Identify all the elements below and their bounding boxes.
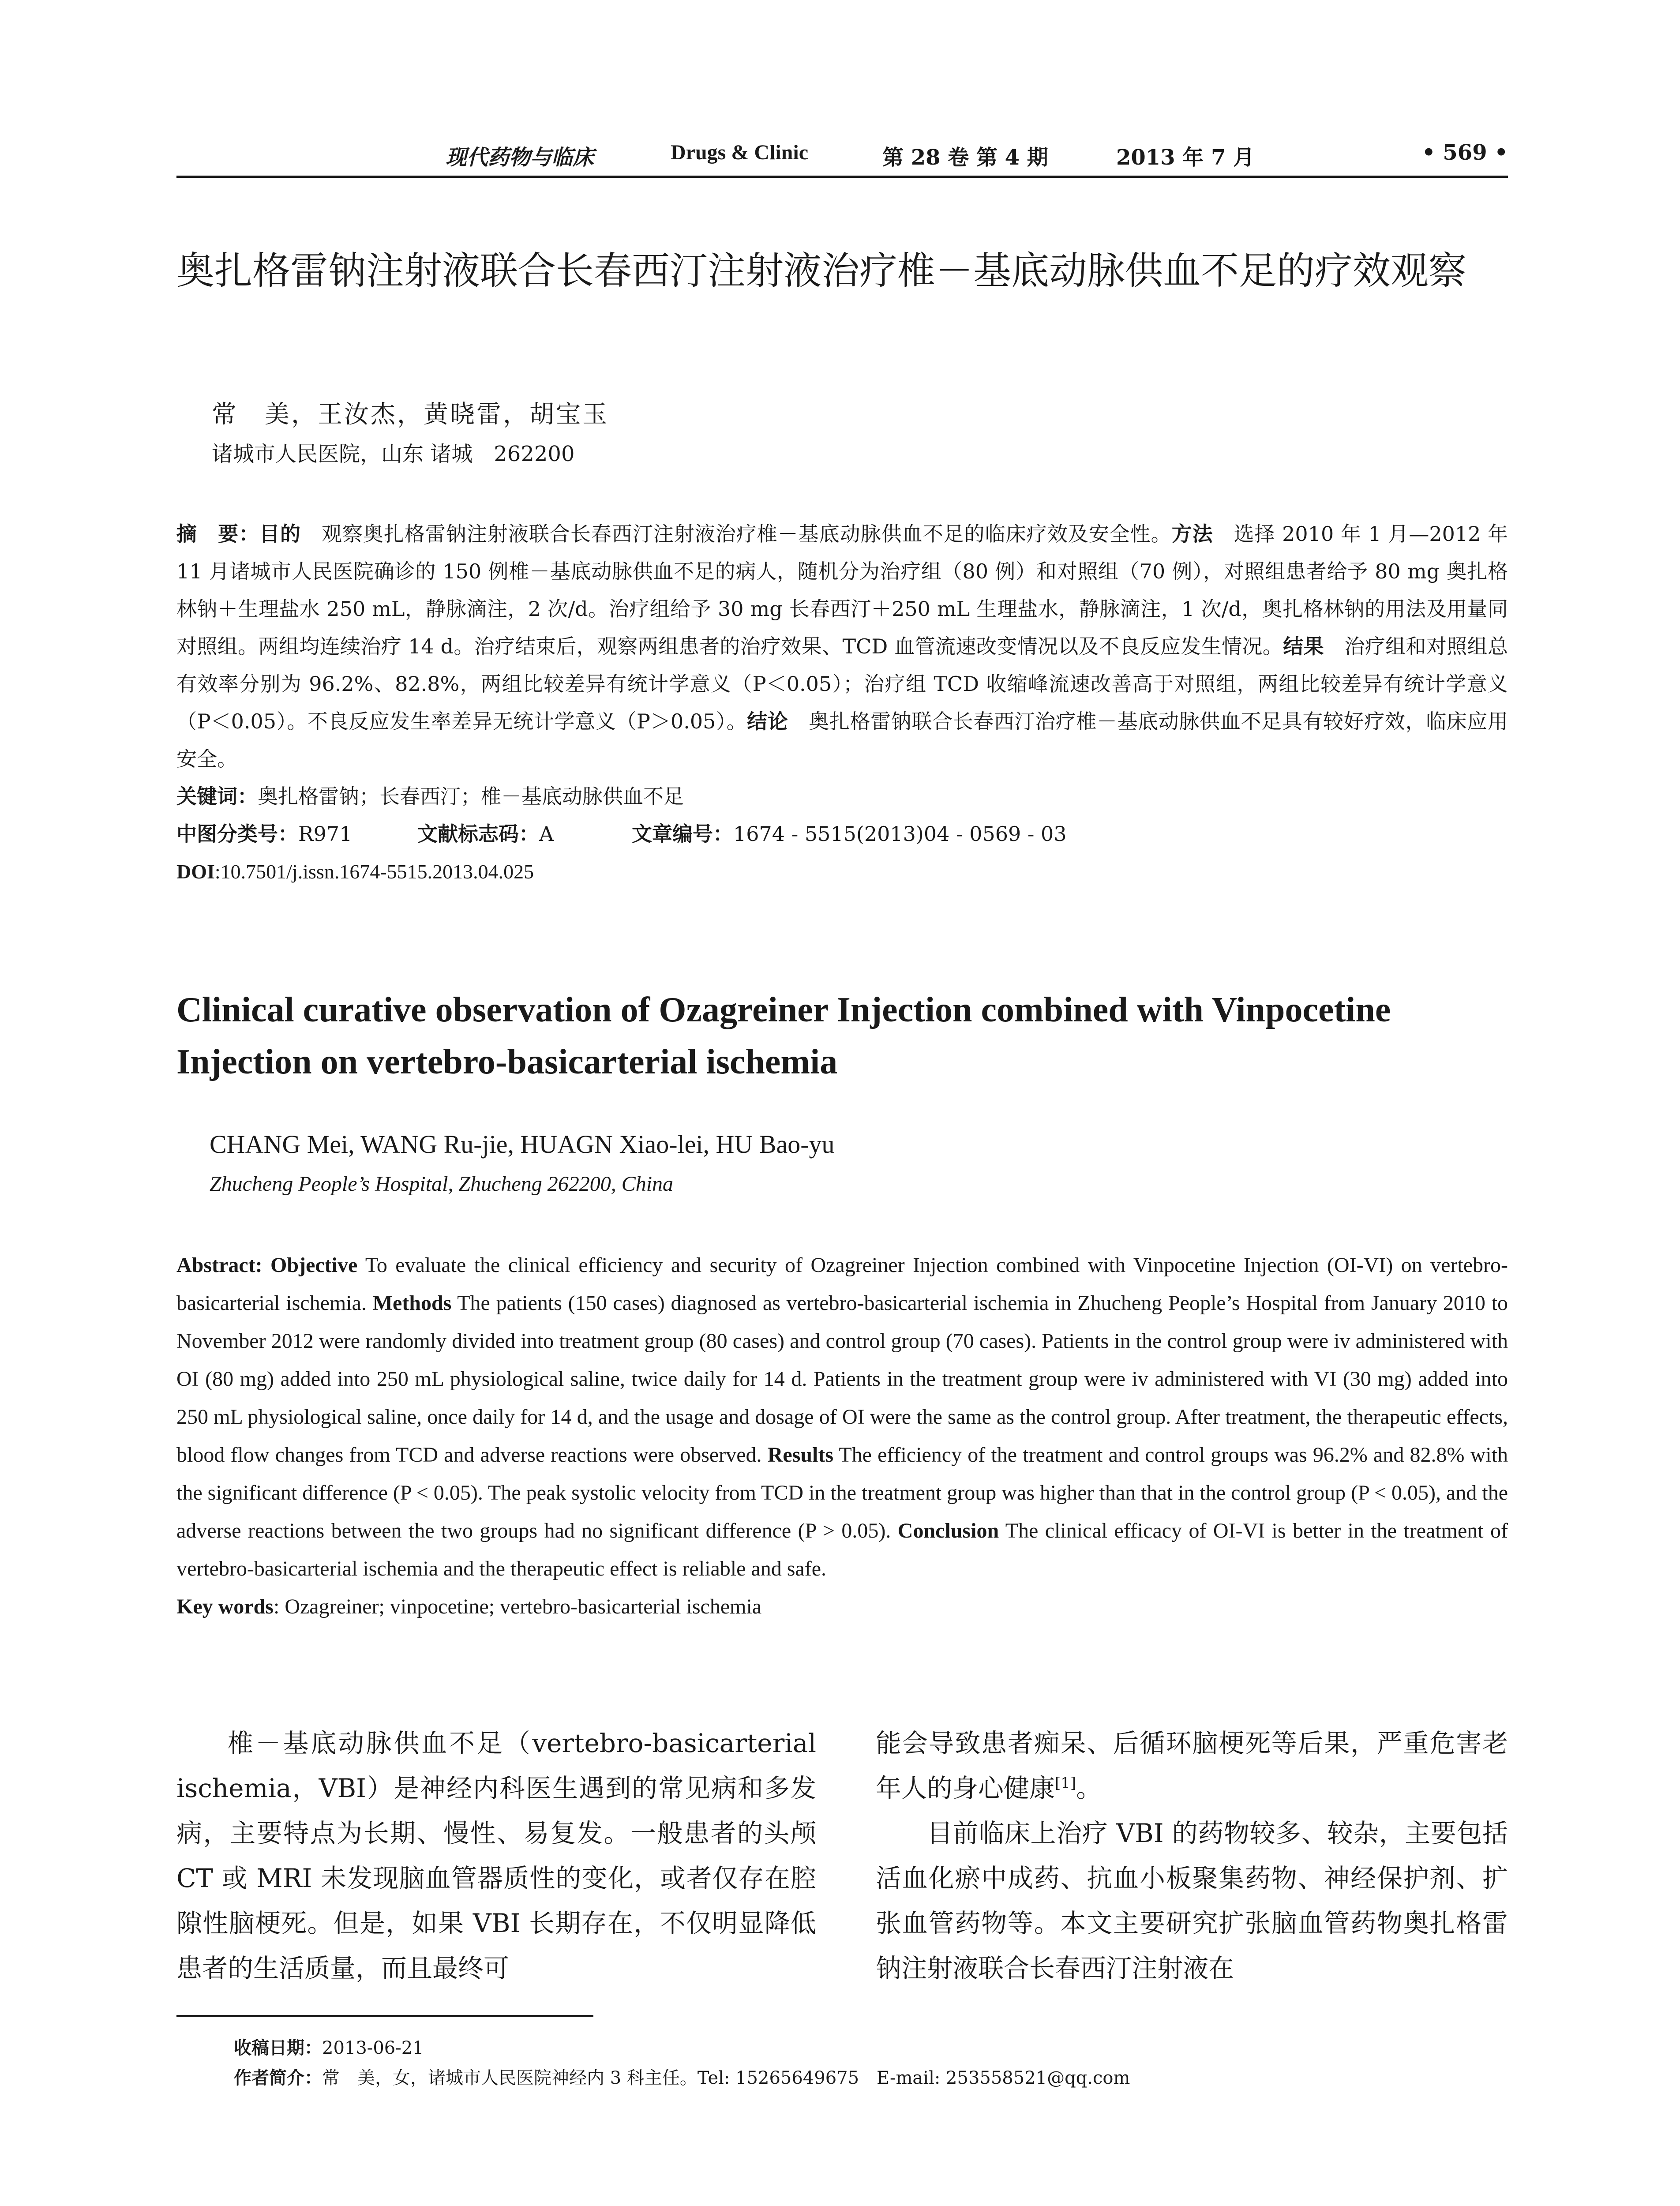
doc-code-label: 文献标志码： — [417, 822, 539, 846]
title-en: Clinical curative observation of Ozagreiner Injection combined with Vinpocetine Injection on vertebro-basicarterial ischemia — [176, 990, 1391, 1081]
keywords-cn-text: 奥扎格雷钠；长春西汀；椎－基底动脉供血不足 — [258, 784, 684, 808]
header-volume-issue: 第 28 卷 第 4 期 — [882, 145, 1048, 170]
body-column-left — [176, 1721, 816, 1991]
conclusion-label-en: Conclusion — [897, 1519, 999, 1542]
keywords-en-label: Key words — [176, 1595, 274, 1618]
title-cn: 奥扎格雷钠注射液联合长春西汀注射液治疗椎－基底动脉供血不足的疗效观察 — [176, 249, 1466, 293]
footnote-rule — [176, 2015, 593, 2017]
objective-label-cn: 目的 — [259, 522, 301, 546]
article-number-label: 文章编号： — [632, 822, 733, 846]
methods-label-cn: 方法 — [1171, 522, 1213, 546]
abstract-cn-label: 摘 要： — [176, 522, 259, 546]
header-date: 2013 年 7 月 — [1116, 145, 1255, 170]
abstract-en — [176, 1246, 1508, 1626]
citation-ref[interactable]: [1] — [1055, 1774, 1076, 1792]
objective-text-cn: 观察奥扎格雷钠注射液联合长春西汀注射液治疗椎－基底动脉供血不足的临床疗效及安全性。 — [300, 522, 1172, 546]
results-label-en: Results — [767, 1443, 834, 1467]
doc-code-value: A — [539, 822, 554, 846]
header-page-number: • 569 • — [1422, 140, 1508, 165]
affiliation-en: Zhucheng People’s Hospital, Zhucheng 262200, China — [210, 1172, 674, 1196]
abstract-en-label: Abstract: Objective — [176, 1253, 358, 1277]
objective-text-en: To evaluate the clinical efficiency and security of Ozagreiner Injection combined with Vinpocetine Injection (OI-VI) on vertebro-basicarterial ischemia. — [176, 1253, 1508, 1315]
results-text-cn: 治疗组和对照组总有效率分别为 96.2%、82.8%，两组比较差异有统计学意义（P＜0.05）；治疗组 TCD 收缩峰流速改善高于对照组，两组比较差异有统计学意义（P＜0.05）。不良反应发生率差异无统计学意义（P＞0.05）。 — [176, 634, 1508, 733]
body-paragraph-continued — [876, 1721, 1508, 1811]
conclusion-text-cn: 奥扎格雷钠联合长春西汀治疗椎－基底动脉供血不足具有较好疗效，临床应用安全。 — [176, 709, 1508, 771]
keywords-en — [176, 1588, 1508, 1626]
received-date: 2013-06-21 — [322, 2038, 424, 2058]
results-label-cn: 结果 — [1283, 634, 1324, 658]
footnote-author — [234, 2064, 1130, 2089]
keywords-en-text: : Ozagreiner; vinpocetine; vertebro-basicarterial ischemia — [273, 1595, 762, 1618]
author-info-label: 作者简介： — [234, 2068, 322, 2088]
methods-text-cn: 选择 2010 年 1 月—2012 年 11 月诸城市人民医院确诊的 150 例椎－基底动脉供血不足的病人，随机分为治疗组（80 例）和对照组（70 例），对照组患者给予 80 mg 奥扎格林钠＋生理盐水 250 mL，静脉滴注，2 次/d。治疗组给予 30 mg 长春西汀＋250 mL 生理盐水，静脉滴注，1 次/d，奥扎格林钠的用法及用量同对照组。两组均连续治疗 14 d。治疗结束后，观察两组患者的治疗效果、TCD 血管流速改变情况以及不良反应发生情况。 — [176, 522, 1508, 658]
author-info: 常 美，女，诸城市人民医院神经内 3 科主任。Tel: 15265649675 E-mail: 253558521@qq.com — [322, 2068, 1130, 2088]
abstract-cn — [176, 515, 1508, 890]
body-text-end: 。 — [1076, 1773, 1102, 1803]
footnote-received — [234, 2034, 424, 2059]
header-rule — [176, 176, 1508, 178]
affiliation-cn: 诸城市人民医院，山东 诸城 262200 — [212, 442, 575, 466]
keywords-cn-label: 关键词： — [176, 784, 258, 808]
results-text-en: The efficiency of the treatment and control groups was 96.2% and 82.8% with the significant difference (P < 0.05). The peak systolic velocity from TCD in the treatment group was higher than that in the control group (P < 0.05), and the adverse reactions between the two groups had no significant difference (P > 0.05). — [176, 1443, 1508, 1542]
clc-label: 中图分类号： — [176, 822, 298, 846]
conclusion-text-en: The clinical efficacy of OI-VI is better in the treatment of vertebro-basicarterial ischemia and the therapeutic effect is reliable and safe. — [176, 1519, 1508, 1580]
doi-row — [176, 853, 1508, 890]
conclusion-label-cn: 结论 — [747, 709, 788, 733]
body-text: 能会导致患者痴呆、后循环脑梗死等后果，严重危害老年人的身心健康 — [876, 1728, 1508, 1803]
body-column-right — [876, 1721, 1508, 1991]
classification-row — [176, 815, 1508, 853]
body-paragraph: 目前临床上治疗 VBI 的药物较多、较杂，主要包括活血化瘀中成药、抗血小板聚集药物、神经保护剂、扩张血管药物等。本文主要研究扩张脑血管药物奥扎格雷钠注射液联合长春西汀注射液在 — [876, 1818, 1508, 1983]
article-number-value: 1674 - 5515(2013)04 - 0569 - 03 — [733, 822, 1067, 846]
received-label: 收稿日期： — [234, 2038, 322, 2058]
authors-cn: 常 美，王汝杰，黄晓雷，胡宝玉 — [212, 400, 609, 429]
methods-label-en: Methods — [372, 1291, 452, 1315]
keywords-cn — [176, 778, 1508, 815]
clc-value: R971 — [298, 822, 352, 846]
header-journal-cn: 现代药物与临床 — [446, 145, 594, 170]
header-journal-en: Drugs & Clinic — [671, 141, 808, 164]
body-paragraph: 椎－基底动脉供血不足（vertebro-basicarterial ischemia，VBI）是神经内科医生遇到的常见病和多发病，主要特点为长期、慢性、易复发。一般患者的头颅 CT 或 MRI 未发现脑血管器质性的变化，或者仅存在腔隙性脑梗死。但是，如果 VBI 长期存在，不仅明显降低患者的生活质量，而且最终可 — [176, 1728, 816, 1983]
authors-en: CHANG Mei, WANG Ru-jie, HUAGN Xiao-lei, HU Bao-yu — [210, 1130, 835, 1159]
doi-value: :10.7501/j.issn.1674-5515.2013.04.025 — [214, 860, 534, 883]
doi-label: DOI — [176, 860, 215, 883]
methods-text-en: The patients (150 cases) diagnosed as vertebro-basicarterial ischemia in Zhucheng People’s Hospital from January 2010 to November 2012 were randomly divided into treatment group (80 cases) and control group (70 cases). Patients in the control group were iv administered with OI (80 mg) added into 250 mL physiological saline, twice daily for 14 d. Patients in the treatment group were iv administered with VI (30 mg) added into 250 mL physiological saline, once daily for 14 d, and the usage and dosage of OI were the same as the control group. After treatment, the therapeutic effects, blood flow changes from TCD and adverse reactions were observed. — [176, 1291, 1508, 1467]
